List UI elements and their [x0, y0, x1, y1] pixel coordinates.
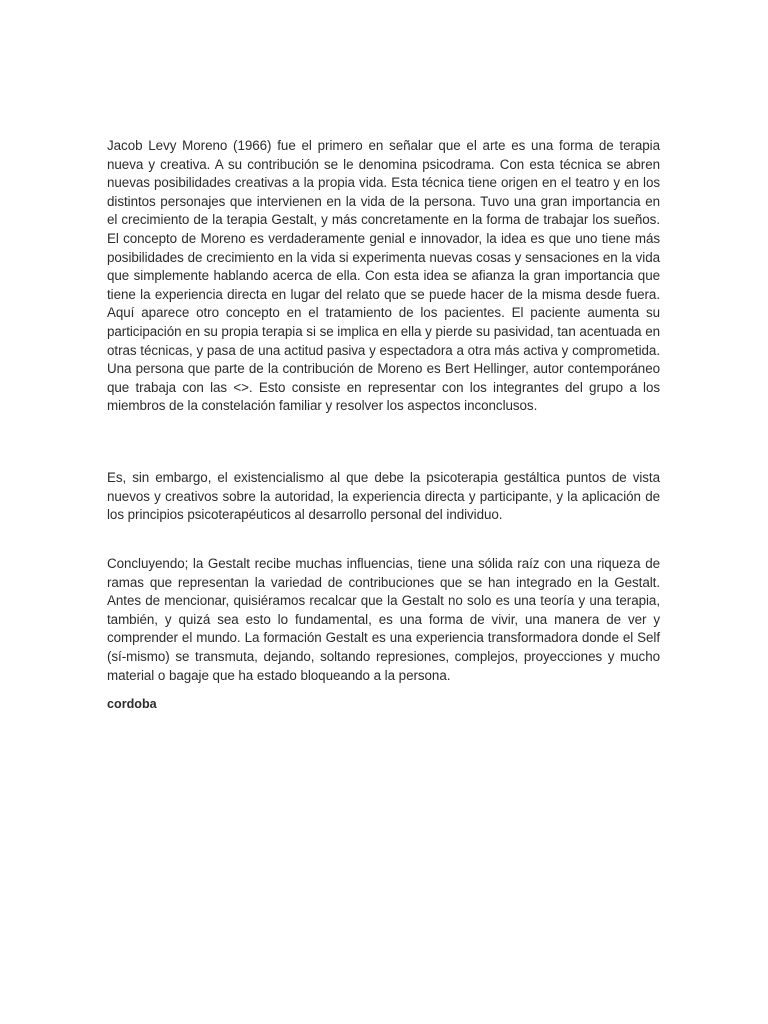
paragraph-text: Jacob Levy Moreno (1966) fue el primero en señalar que el arte es una forma de terapia nueva y creativa. A su contribución se le denomina psicodrama. Con esta técnica se abren nuevas posibilidades creativas a la propia vida. Esta técnica tiene origen en el teatro y en los distintos personajes que intervienen en la vida de la persona. Tuvo una gran importancia en el crecimiento de la terapia Gestalt, y más concretamente en la forma de trabajar los sueños. El concepto de Moreno es verdaderamente genial e innovador, la idea es que uno tiene más posibilidades de crecimiento en la vida si experimenta nuevas cosas y sensaciones en la vida que simplemente hablando acerca de ella. Con esta idea se afianza la gran importancia que tiene la experiencia directa en lugar del relato que se puede hacer de la misma desde fuera. Aquí aparece otro concepto en el tratamiento de los pacientes. El paciente aumenta su participación en su propia terapia si se implica en ella y pierde su pasividad, tan acentuada en otras técnicas, y pasa de una actitud pasiva y espectadora a otra más activa y comprometida. Una persona que parte de la contribución de Moreno es Bert Hellinger, autor contemporáneo que trabaja con las <>. Esto consiste en representar con los integrantes del grupo a los miembros de la constelación familiar y resolver los aspectos inconclusos.	[107, 138, 660, 414]
paragraph-text: Es, sin embargo, el existencialismo al que debe la psicoterapia gestáltica puntos de vista nuevos y creativos sobre la autoridad, la experiencia directa y participante, y la aplicación de los principios psicoterapéuticos al desarrollo personal del individuo.	[107, 470, 660, 523]
paragraph-conclusion	[107, 555, 660, 685]
paragraph-psicodrama	[107, 137, 660, 416]
author-signature: cordoba	[107, 697, 157, 711]
paragraph-text: Concluyendo; la Gestalt recibe muchas influencias, tiene una sólida raíz con una riqueza de ramas que representan la variedad de contribuciones que se han integrado en la Gestalt. Antes de mencionar, quisiéramos recalcar que la Gestalt no solo es una teoría y una terapia, también, y quizá sea esto lo fundamental, es una forma de vivir, una manera de ver y comprender el mundo. La formación Gestalt es una experiencia transformadora donde el Self (sí-mismo) se transmuta, dejando, soltando represiones, complejos, proyecciones y mucho material o bagaje que ha estado bloqueando a la persona.	[107, 556, 660, 683]
paragraph-existencialismo	[107, 469, 660, 525]
